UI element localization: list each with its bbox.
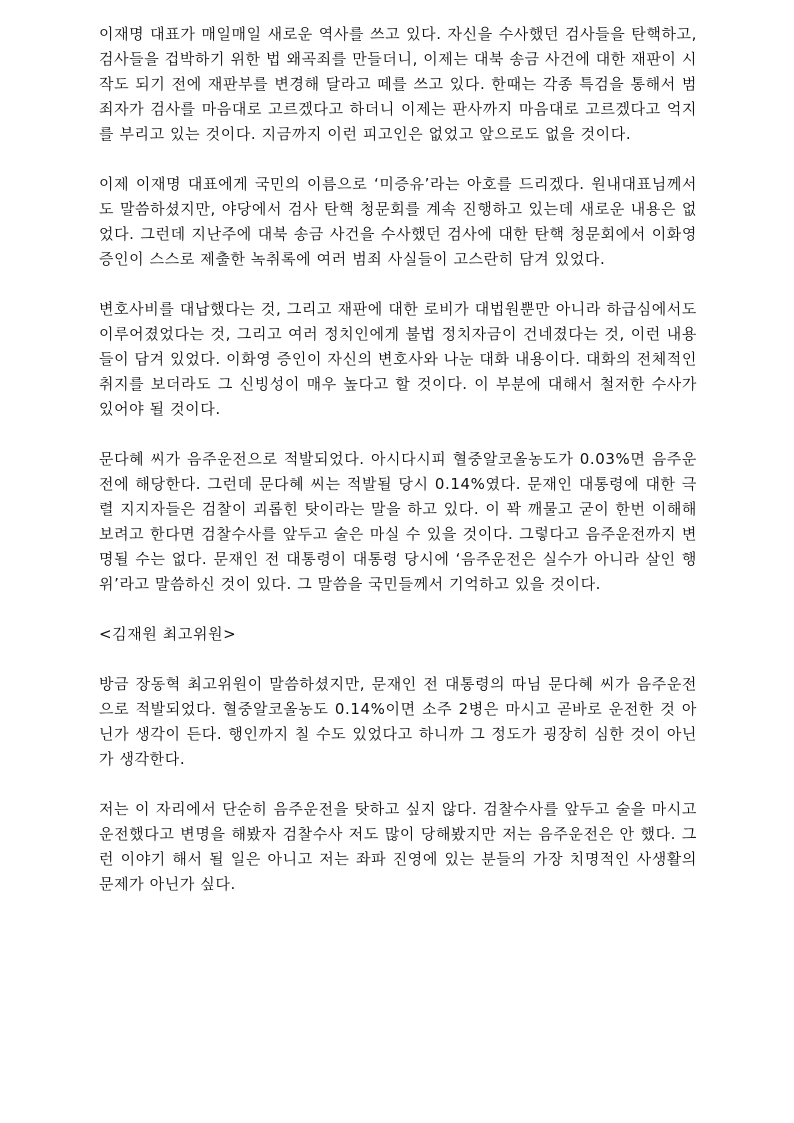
document-body [99,22,697,922]
paragraph-kim-jae-won-dui: 방금 장동혁 최고위원이 말씀하셨지만, 문재인 전 대통령의 따님 문다혜 씨가 음주운전으로 적발되었다. 혈중알코올농도 0.14%이면 소주 2병은 마시고 곧바로 운전한 것 아닌가 생각이 든다. 행인까지 칠 수도 있었다고 하니까 그 정도가 굉장히 심한 것이 아닌가 생각한다. [99,675,697,768]
paragraph-lawyer-fees: 변호사비를 대납했다는 것, 그리고 재판에 대한 로비가 대법원뿐만 아니라 하급심에서도 이루어졌었다는 것, 그리고 여러 정치인에게 불법 정치자금이 건네졌다는 것, 이런 내용들이 담겨 있었다. 이화영 증인이 자신의 변호사와 나눈 대화 내용이다. 대화의 전체적인 취지를 보더라도 그 신빙성이 매우 높다고 할 것이다. 이 부분에 대해서 철저한 수사가 있어야 될 것이다. [99,300,697,418]
paragraph-lee-jae-myung-prosecutors: 이재명 대표가 매일매일 새로운 역사를 쓰고 있다. 자신을 수사했던 검사들을 탄핵하고, 검사들을 겁박하기 위한 법 왜곡죄를 만들더니, 이제는 대북 송금 사건에 대한 재판이 시작도 되기 전에 재판부를 변경해 달라고 떼를 쓰고 있다. 한때는 각종 특검을 통해서 범죄자가 검사를 마음대로 고르겠다고 하더니 이제는 판사까지 마음대로 고르겠다고 억지를 부리고 있는 것이다. 지금까지 이런 피고인은 없었고 앞으로도 없을 것이다. [99,25,697,143]
paragraph-mijeungyu-nickname: 이제 이재명 대표에게 국민의 이름으로 ‘미증유’라는 아호를 드리겠다. 원내대표님께서도 말씀하셨지만, 야당에서 검사 탄핵 청문회를 계속 진행하고 있는데 새로운 내용은 없었다. 그런데 지난주에 대북 송금 사건을 수사했던 검사에 대한 탄핵 청문회에서 이화영 증인이 스스로 제출한 녹취록에 여러 범죄 사실들이 고스란히 담겨 있었다. [99,175,697,268]
paragraph-moon-da-hye-dui: 문다혜 씨가 음주운전으로 적발되었다. 아시다시피 혈중알코올농도가 0.03%면 음주운전에 해당한다. 그런데 문다혜 씨는 적발될 당시 0.14%였다. 문재인 대통령에 대한 극렬 지지자들은 검찰이 괴롭힌 탓이라는 말을 하고 있다. 이 꽉 깨물고 굳이 한번 이해해 보려고 한다면 검찰수사를 앞두고 술은 마실 수 있을 것이다. 그렇다고 음주운전까지 변명될 수는 없다. 문재인 전 대통령이 대통령 당시에 ‘음주운전은 실수가 아니라 살인 행위’라고 말씀하신 것이 있다. 그 말씀을 국민들께서 기억하고 있을 것이다. [99,450,697,593]
speaker-heading: <김재원 최고위원> [99,625,237,643]
paragraph-kim-jae-won-closing: 저는 이 자리에서 단순히 음주운전을 탓하고 싶지 않다. 검찰수사를 앞두고 술을 마시고 운전했다고 변명을 해봤자 검찰수사 저도 많이 당해봤지만 저는 음주운전은 안 했다. 그런 이야기 해서 될 일은 아니고 저는 좌파 진영에 있는 분들의 가장 치명적인 사생활의 문제가 아닌가 싶다. [99,800,697,893]
